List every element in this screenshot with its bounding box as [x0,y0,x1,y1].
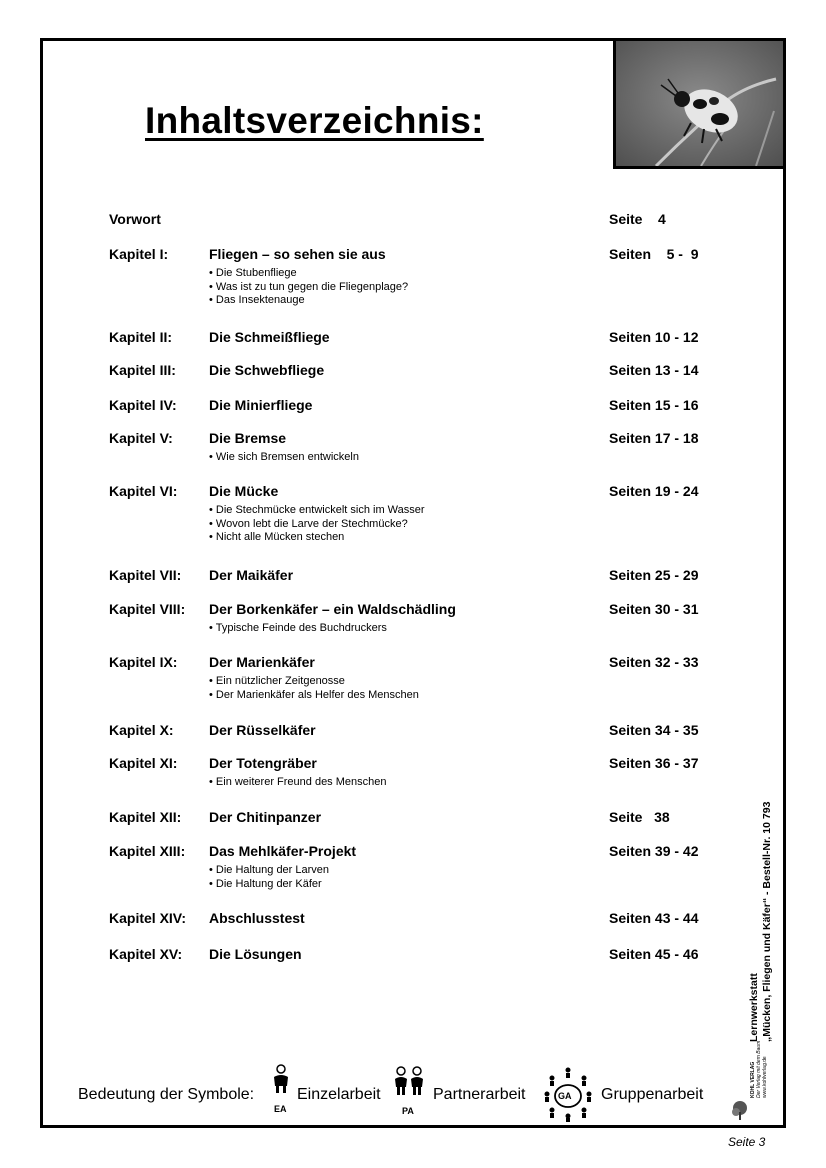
chapter-title: Die Schwebfliege [209,362,325,378]
chapter-subtopics [209,451,359,465]
chapter-number: Kapitel I: [109,246,169,262]
subtopic: • Wovon lebt die Larve der Stechmücke? [209,517,408,530]
chapter-title: Abschlusstest [209,910,305,926]
chapter-title: Die Minierfliege [209,397,313,413]
page-number: Seite 3 [728,1135,766,1149]
beetle-photo [613,38,786,169]
page-range: Seiten 43 - 44 [609,910,699,926]
subtopic: • Typische Feinde des Buchdruckers [209,622,387,634]
pa-code: PA [402,1106,414,1116]
chapter-number: Kapitel VIII: [109,601,186,617]
chapter-number: Kapitel II: [109,329,173,345]
chapter-number: Kapitel X: [109,722,174,738]
ga-code: GA [558,1091,572,1101]
chapter-number: Kapitel VII: [109,567,182,583]
chapter-title: Die Bremse [209,430,287,446]
chapter-number: Kapitel XV: [109,946,183,962]
sidebar-imprint [748,802,773,1042]
page-range: Seite 38 [609,809,670,825]
single-person-icon [270,1064,292,1094]
chapter-number: Kapitel IX: [109,654,178,670]
chapter-number: Kapitel XI: [109,755,178,771]
chapter-title: Der Borkenkäfer – ein Waldschädling [209,601,456,617]
chapter-number: Kapitel V: [109,430,173,446]
chapter-number: Kapitel XIV: [109,910,187,926]
ga-label: Gruppenarbeit [601,1086,704,1103]
chapter-title: Der Totengräber [209,755,317,771]
chapter-subtopics [209,776,387,790]
chapter-number: Kapitel XIII: [109,843,186,859]
pa-label: Partnerarbeit [433,1086,526,1103]
chapter-title: Der Chitinpanzer [209,809,322,825]
page-range: Seiten 19 - 24 [609,483,699,499]
chapter-title: Die Lösungen [209,946,302,962]
chapter-title: Die Mücke [209,483,279,499]
publisher-url: www.kohlverlag.de [762,1056,768,1098]
subtopic: • Das Insektenauge [209,294,305,306]
ea-code: EA [274,1104,287,1114]
page-range: Seiten 25 - 29 [609,567,699,583]
ea-label: Einzelarbeit [297,1086,381,1103]
page-range: Seiten 34 - 35 [609,722,699,738]
chapter-subtopics [209,504,425,545]
chapter-title: Der Marienkäfer [209,654,315,670]
chapter-number: Kapitel IV: [109,397,177,413]
chapter-title: Der Rüsselkäfer [209,722,316,738]
page-range: Seiten 32 - 33 [609,654,699,670]
page-range: Seiten 15 - 16 [609,397,699,413]
chapter-title: Der Maikäfer [209,567,294,583]
legend-prefix: Bedeutung der Symbole: [78,1086,255,1103]
page-range: Seiten 36 - 37 [609,755,699,771]
page-range: Seiten 45 - 46 [609,946,699,962]
chapter-title: Das Mehlkäfer-Projekt [209,843,357,859]
subtopic: • Die Stubenfliege [209,267,297,279]
subtopic: • Ein nützlicher Zeitgenosse [209,675,345,687]
chapter-number: Vorwort [109,211,161,227]
subtopic: • Die Haltung der Larven [209,864,330,876]
page-range: Seiten 10 - 12 [609,329,699,345]
chapter-title: Die Schmeißfliege [209,329,330,345]
page-range: Seiten 17 - 18 [609,430,699,446]
subtopic: • Ein weiterer Freund des Menschen [209,776,387,788]
chapter-number: Kapitel VI: [109,483,178,499]
chapter-number: Kapitel XII: [109,809,182,825]
page-range: Seite 4 [609,211,666,227]
subtopic: • Der Marienkäfer als Helfer des Menschen [209,688,419,701]
chapter-number: Kapitel III: [109,362,176,378]
page-range: Seiten 30 - 31 [609,601,699,617]
chapter-subtopics [209,267,408,308]
chapter-subtopics [209,864,329,891]
publisher-slogan: Der Verlag mit dem Baum [756,1040,762,1098]
subtopic: • Was ist zu tun gegen die Fliegenplage? [209,280,409,293]
partner-icon [392,1066,426,1096]
publisher-name: KOHL VERLAG [750,1061,756,1098]
publisher-logo [730,1040,770,1122]
subtopic: • Die Haltung der Käfer [209,877,322,890]
subtopic: • Nicht alle Mücken stechen [209,531,345,543]
chapter-title: Fliegen – so sehen sie aus [209,246,386,262]
page-range: Seiten 13 - 14 [609,362,699,378]
page-frame [40,38,786,1128]
page-range: Seiten 5 - 9 [609,246,699,262]
chapter-subtopics [209,675,419,702]
page-title: Inhaltsverzeichnis: [145,100,484,141]
subtopic: • Wie sich Bremsen entwickeln [209,451,359,463]
page-range: Seiten 39 - 42 [609,843,699,859]
sidebar-line-1: Lernwerkstatt [748,973,760,1042]
chapter-subtopics [209,622,387,636]
sidebar-line-2: „Mücken, Fliegen und Käfer“ - Bestell-Nr. 10 793 [760,801,773,1042]
subtopic: • Die Stechmücke entwickelt sich im Wasser [209,504,425,516]
